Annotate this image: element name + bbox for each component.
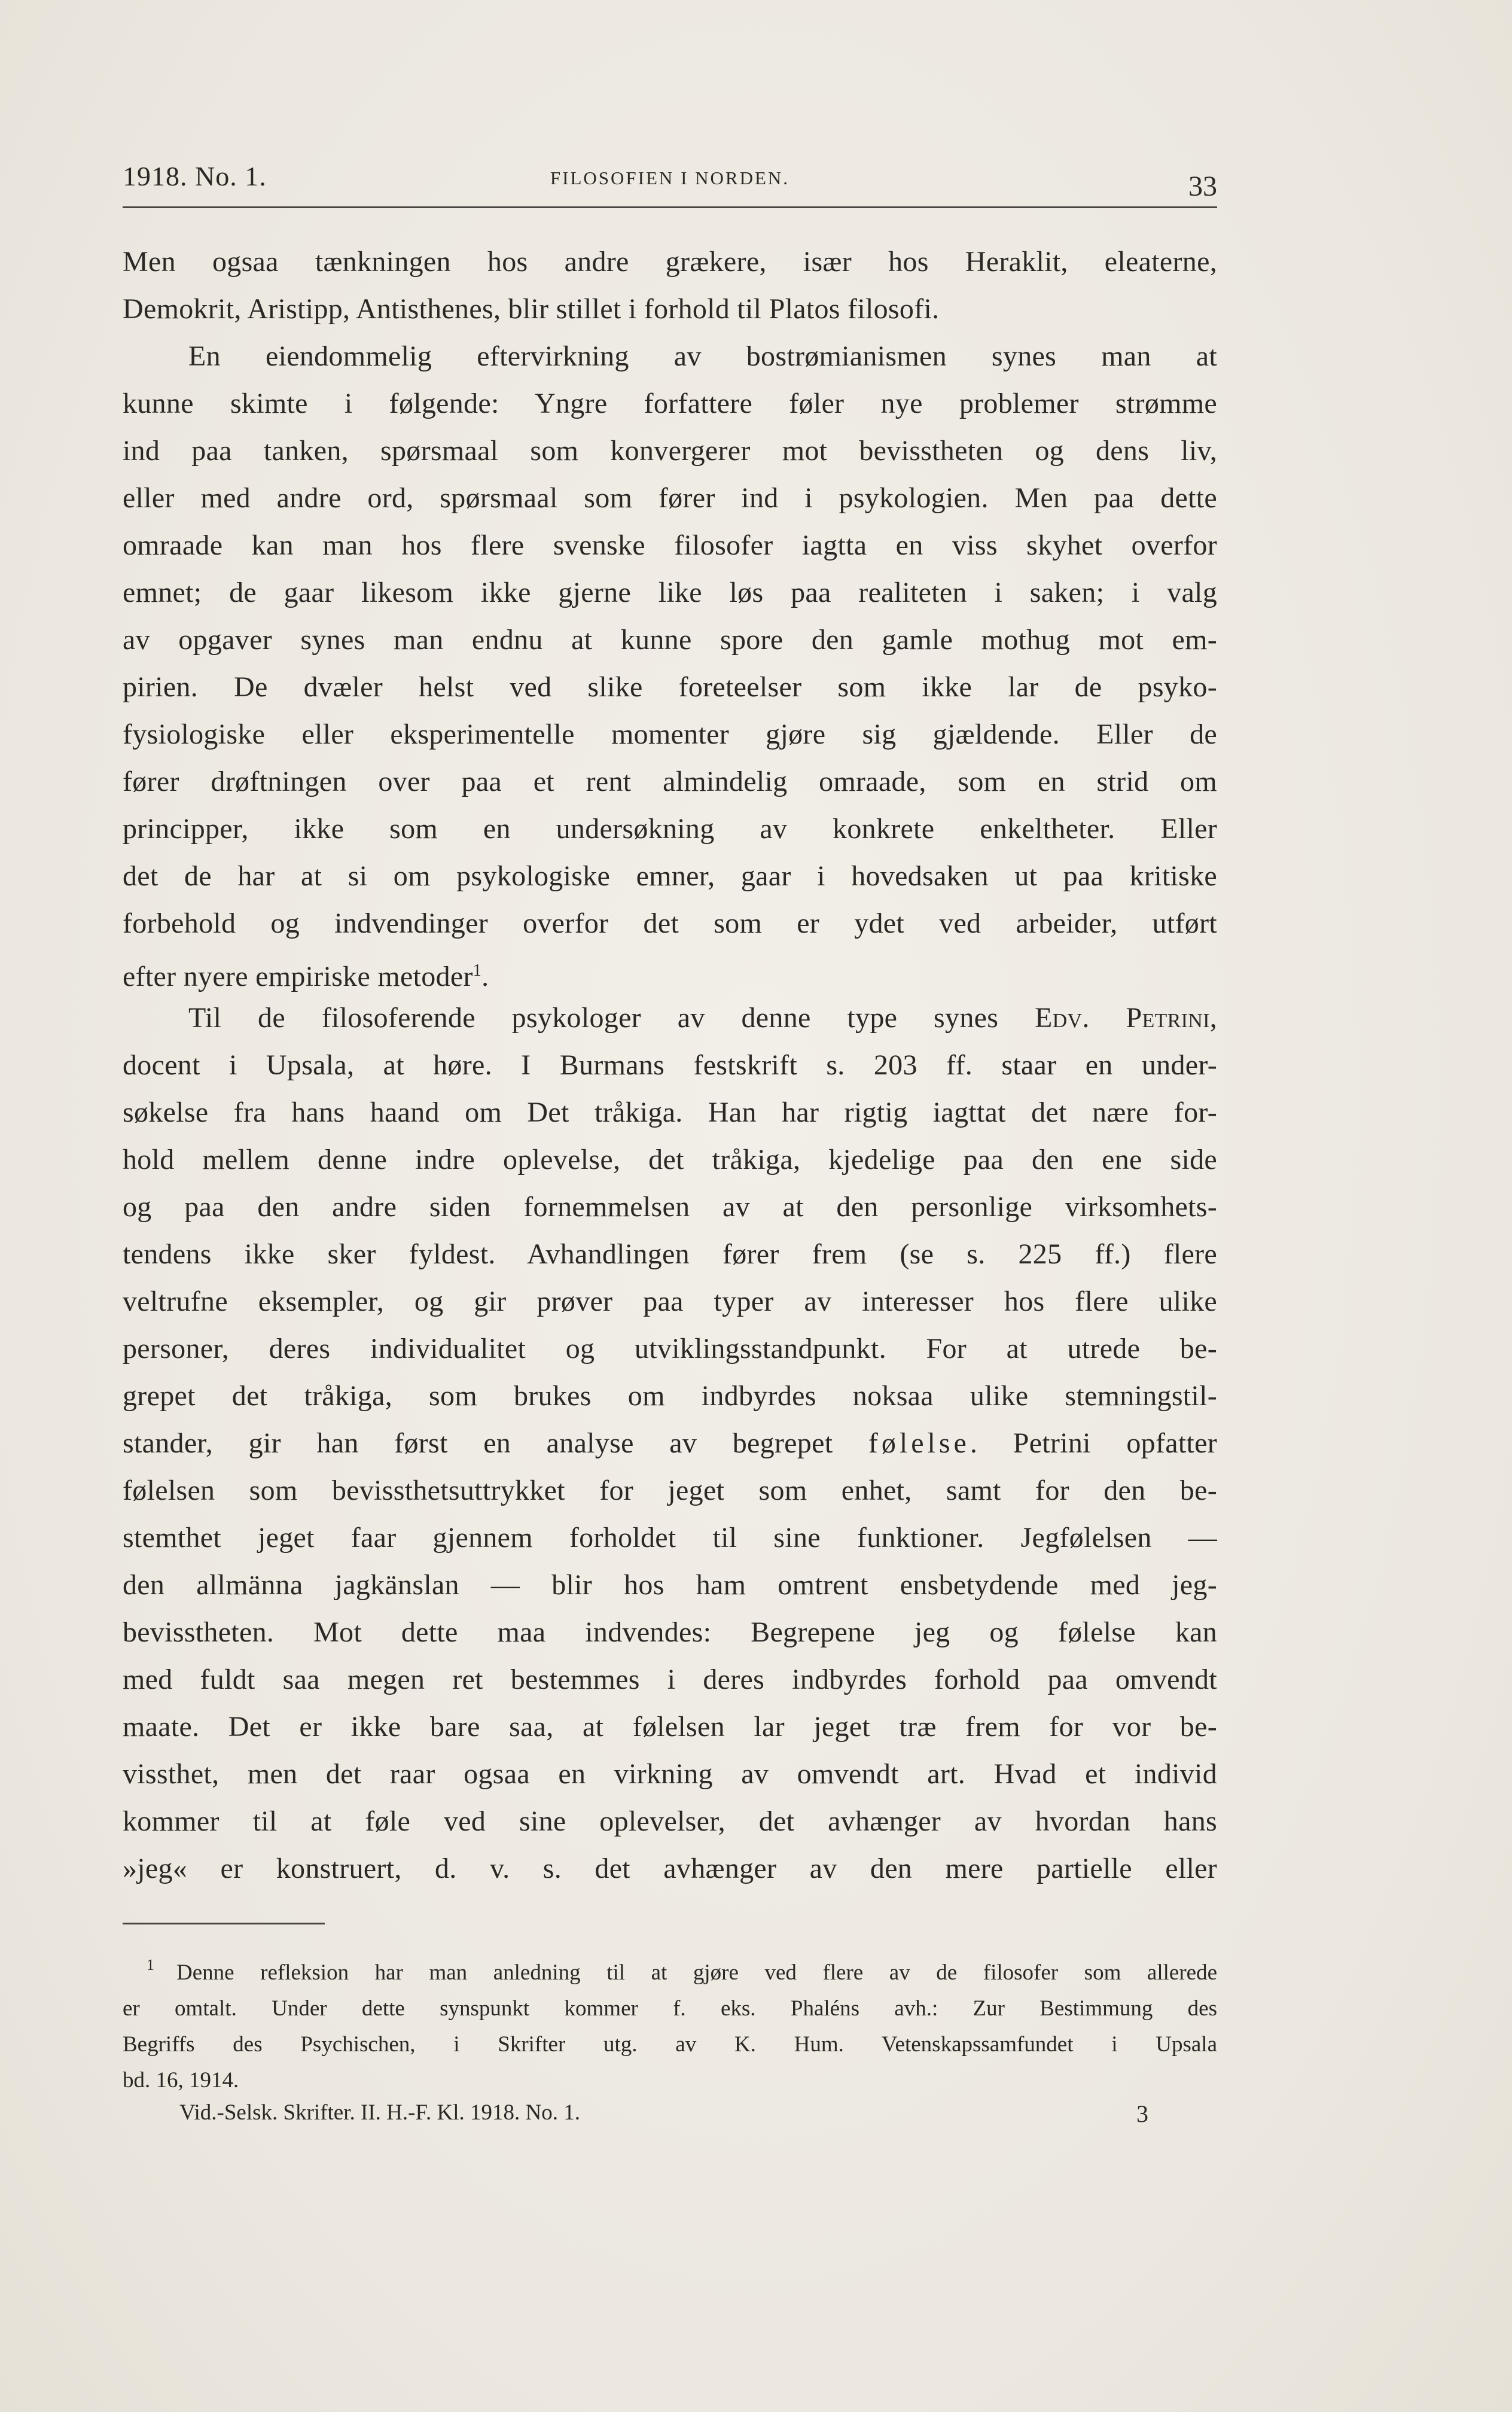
- footnote: [123, 1955, 1217, 2099]
- text-line: hold mellem denne indre oplevelse, det tråkiga, kjedelige paa den ene side: [123, 1144, 1217, 1175]
- text-line: maate. Det er ikke bare saa, at følelsen lar jeget træ frem for vor be-: [123, 1711, 1217, 1743]
- header-title: FILOSOFIEN I NORDEN.: [550, 168, 790, 188]
- text-line: principper, ikke som en undersøkning av konkrete enkeltheter. Eller: [123, 813, 1217, 845]
- footnote-reference: 1: [472, 961, 482, 980]
- page-number: 33: [1188, 170, 1217, 202]
- text-line: omraade kan man hos flere svenske filosofer iagtta en viss skyhet overfor: [123, 529, 1217, 561]
- text-line: kunne skimte i følgende: Yngre forfattere føler nye problemer strømme: [123, 388, 1217, 419]
- text-line: tendens ikke sker fyldest. Avhandlingen fører frem (se s. 225 ff.) flere: [123, 1238, 1217, 1270]
- body-text: [123, 238, 1217, 1892]
- text-line: den allmänna jagkänslan — blir hos ham omtrent ensbetydende med jeg-: [123, 1569, 1217, 1601]
- text-line: [123, 994, 1217, 1041]
- text-line: Men ogsaa tænkningen hos andre grækere, især hos Heraklit, eleaterne,: [123, 246, 1217, 278]
- text-line: [123, 947, 1217, 994]
- text-segment: Til de filosoferende psykologer av denne type synes: [188, 1002, 1035, 1034]
- text-line: søkelse fra hans haand om Det tråkiga. Han har rigtig iagttat det nære for-: [123, 1097, 1217, 1128]
- text-segment: ,: [1209, 1002, 1218, 1034]
- footnote-line: Begriffs des Psychischen, i Skrifter utg. av K. Hum. Vetenskapssamfundet i Upsala: [123, 2032, 1217, 2057]
- text-segment: efter nyere empiriske metoder: [123, 961, 473, 992]
- footnote-mark: 1: [147, 1956, 154, 1974]
- text-line: med fuldt saa megen ret bestemmes i deres indbyrdes forhold paa omvendt: [123, 1664, 1217, 1695]
- text-line: bevisstheten. Mot dette maa indvendes: Begrepene jeg og følelse kan: [123, 1616, 1217, 1648]
- text-line: eller med andre ord, spørsmaal som fører ind i psykologien. Men paa dette: [123, 482, 1217, 514]
- author-name: Edv. Petrini: [1035, 1002, 1210, 1034]
- text-line: og paa den andre siden fornemmelsen av at den personlige virksomhets-: [123, 1191, 1217, 1223]
- text-line: kommer til at føle ved sine oplevelser, det avhænger av hvordan hans: [123, 1805, 1217, 1837]
- text-line: pirien. De dvæler helst ved slike foreteelser som ikke lar de psyko-: [123, 671, 1217, 703]
- text-line: vissthet, men det raar ogsaa en virkning av omvendt art. Hvad et individ: [123, 1758, 1217, 1790]
- footnote-line: bd. 16, 1914.: [123, 2068, 239, 2093]
- text-line: En eiendommelig eftervirkning av bostrømianismen synes man at: [188, 340, 1217, 372]
- text-line: Demokrit, Aristipp, Antisthenes, blir stillet i forhold til Platos filosofi.: [123, 293, 940, 325]
- text-segment: .: [481, 961, 489, 992]
- text-line: emnet; de gaar likesom ikke gjerne like løs paa realiteten i saken; i valg: [123, 577, 1217, 608]
- text-line: »jeg« er konstruert, d. v. s. det avhænger av den mere partielle eller: [123, 1853, 1217, 1884]
- text-line: veltrufne eksempler, og gir prøver paa typer av interesser hos flere ulike: [123, 1286, 1217, 1317]
- footnote-line: [123, 1955, 1217, 1991]
- text-segment: stander, gir han først en analyse av begrepet: [123, 1427, 868, 1459]
- signature-number: 3: [1136, 2100, 1148, 2127]
- footnote-text: Denne refleksion har man anledning til at gjøre ved flere av de filosofer som allerede: [176, 1960, 1217, 1985]
- header-issue: 1918. No. 1.: [123, 161, 267, 191]
- text-line: av opgaver synes man endnu at kunne spore den gamle mothug mot em-: [123, 624, 1217, 656]
- text-line: forbehold og indvendinger overfor det som er ydet ved arbeider, utført: [123, 907, 1217, 939]
- text-line: stemthet jeget faar gjennem forholdet til sine funktioner. Jegfølelsen —: [123, 1522, 1217, 1554]
- text-segment: . Petrini opfatter: [970, 1427, 1217, 1459]
- footnote-rule: [123, 1923, 325, 1924]
- text-line: det de har at si om psykologiske emner, gaar i hovedsaken ut paa kritiske: [123, 860, 1217, 892]
- text-line: fører drøftningen over paa et rent almindelig omraade, som en strid om: [123, 766, 1217, 797]
- footnote-line: er omtalt. Under dette synspunkt kommer f. eks. Phaléns avh.: Zur Bestimmung des: [123, 1996, 1217, 2021]
- text-line: docent i Upsala, at høre. I Burmans festskrift s. 203 ff. staar en under-: [123, 1049, 1217, 1081]
- header-rule: [123, 206, 1217, 208]
- running-header: [123, 160, 1217, 208]
- text-line: [123, 1420, 1217, 1467]
- footer-publication: Vid.-Selsk. Skrifter. II. H.-F. Kl. 1918. No. 1.: [179, 2100, 581, 2125]
- page-footer: [179, 2100, 1148, 2136]
- emphasized-term: følelse: [868, 1427, 970, 1459]
- text-line: ind paa tanken, spørsmaal som konvergerer mot bevisstheten og dens liv,: [123, 435, 1217, 467]
- text-line: fysiologiske eller eksperimentelle momenter gjøre sig gjældende. Eller de: [123, 718, 1217, 750]
- text-line: personer, deres individualitet og utviklingsstandpunkt. For at utrede be-: [123, 1333, 1217, 1365]
- text-line: grepet det tråkiga, som brukes om indbyrdes noksaa ulike stemningstil-: [123, 1380, 1217, 1412]
- text-line: følelsen som bevissthetsuttrykket for jeget som enhet, samt for den be-: [123, 1475, 1217, 1506]
